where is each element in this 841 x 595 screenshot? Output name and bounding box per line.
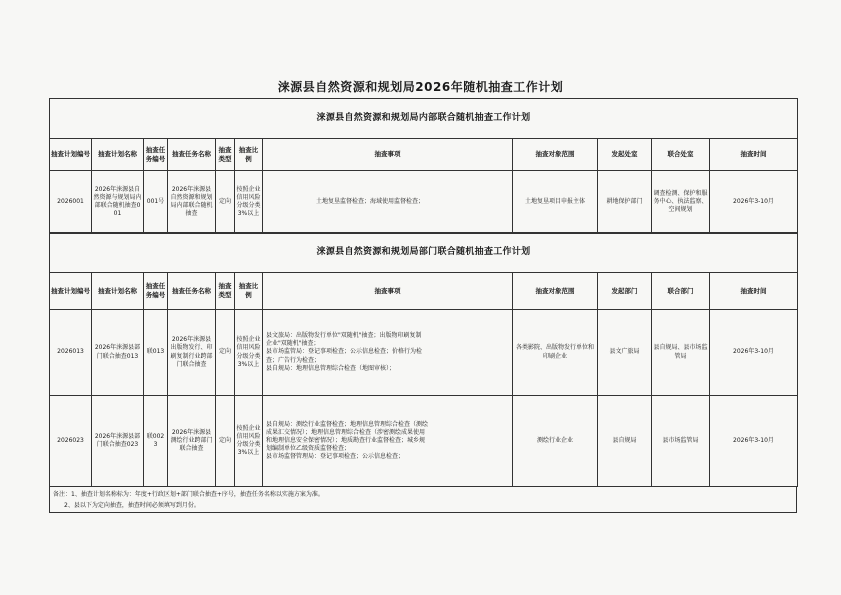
internal-plan-table (49, 98, 798, 234)
matter-line: 查；广告行为检查； (266, 356, 321, 364)
joint-office: 调查检测、保护和服务中心、执法监察、空间规划 (652, 171, 710, 234)
task-name: 2026年涞源县测绘行业跨部门联合抽查 (168, 396, 216, 487)
plan-name: 2026年涞源县部门联合抽查023 (92, 396, 144, 487)
internal-header-row (50, 139, 798, 171)
matter-line: 企业"双随机"抽查； (266, 340, 320, 348)
target-scope: 各类影院、出版物发行单位和印刷企业 (513, 310, 598, 396)
inspection-type: 定向 (216, 396, 235, 487)
matter-line: 成果汇交情况）；地理信息管理综合检查（涉密测绘成果使用 (266, 428, 426, 436)
joint-department: 县市场监管局 (652, 396, 710, 487)
header-cell: 抽查计划名称 (92, 273, 144, 310)
note-line: 2、县以下为定向抽查，抽查时间必须填写到月份。 (64, 502, 200, 509)
header-cell: 抽查计划名称 (92, 139, 144, 171)
header-cell: 发起部门 (598, 273, 652, 310)
header-cell: 抽查任务编号 (144, 139, 168, 171)
inspection-matters (263, 396, 513, 487)
initiating-department: 县自规局 (598, 396, 652, 487)
header-cell: 抽查类型 (216, 139, 235, 171)
header-cell: 抽查时间 (710, 139, 798, 171)
header-cell: 抽查事项 (263, 139, 513, 171)
header-cell: 抽查比例 (235, 273, 263, 310)
inspection-time: 2026年3-10月 (710, 310, 798, 396)
matter-line: 划编制单位乙级资质监督检查； (266, 445, 351, 453)
matter-line: 县市场监管局：登记事项检查；公示信息检查；价格行为检 (266, 348, 423, 356)
target-scope: 测绘行业企业 (513, 396, 598, 487)
plan-number: 2026023 (50, 396, 92, 487)
header-cell: 抽查事项 (263, 273, 513, 310)
plan-number: 2026013 (50, 310, 92, 396)
header-cell: 抽查任务名称 (168, 273, 216, 310)
table-row (50, 310, 798, 396)
plan-name: 2026年涞源县部门联合抽查013 (92, 310, 144, 396)
matter-line: 县市场监督管理局：登记事项检查；公示信息检查； (266, 453, 405, 461)
internal-subtitle: 涞源县自然资源和规划局内部联合随机抽查工作计划 (50, 99, 798, 139)
plan-number: 2026001 (50, 171, 92, 234)
header-cell: 抽查任务编号 (144, 273, 168, 310)
target-scope: 土地复垦项目申报主体 (513, 171, 598, 234)
note-line: 备注：1、抽查计划名称标为：年度+行政区划+部门联合抽查+序号，抽查任务名称以实施方案为准。 (53, 491, 324, 498)
matter-line: 土地复垦监督检查；海域使用监督检查； (316, 197, 425, 205)
inspection-matters (263, 310, 513, 396)
initiating-department: 县文广旅局 (598, 310, 652, 396)
table-row (50, 396, 798, 487)
departmental-subtitle: 涞源县自然资源和规划局部门联合随机抽查工作计划 (50, 233, 798, 273)
task-number: 联0023 (144, 396, 168, 487)
inspection-ratio: 按照企业信用风险分级分类3%以上 (235, 310, 263, 396)
task-name: 2026年涞源县自然资源和规划局内部联合随机抽查 (168, 171, 216, 234)
table-row (50, 171, 798, 234)
task-number: 001号 (144, 171, 168, 234)
matter-line: 县自规局：地理信息管理综合检查（地图审核）； (266, 364, 396, 372)
inspection-matters (263, 171, 513, 234)
inspection-ratio: 按照企业信用风险分级分类3%以上 (235, 171, 263, 234)
matter-line: 县文旅局：出版物发行单位"双随机"抽查；出版物印刷复制 (266, 332, 422, 340)
header-cell: 抽查类型 (216, 273, 235, 310)
task-name: 2026年涞源县出版物发行、印刷复制行业跨部门联合抽查 (168, 310, 216, 396)
joint-department: 县自规局、县市场监管局 (652, 310, 710, 396)
header-cell: 联合处室 (652, 139, 710, 171)
inspection-type: 定向 (216, 310, 235, 396)
plan-name: 2026年涞源县自然资源与规划局内部联合随机抽查001 (92, 171, 144, 234)
initiating-office: 耕地保护部门 (598, 171, 652, 234)
departmental-plan-table (49, 232, 798, 487)
header-cell: 抽查计划编号 (50, 139, 92, 171)
header-cell: 抽查任务名称 (168, 139, 216, 171)
inspection-time: 2026年3-10月 (710, 396, 798, 487)
task-number: 联013 (144, 310, 168, 396)
inspection-time: 2026年3-10月 (710, 171, 798, 234)
departmental-header-row (50, 273, 798, 310)
header-cell: 联合部门 (652, 273, 710, 310)
matter-line: 县自规局：测绘行业监督检查；地理信息管理综合检查（测绘 (266, 420, 429, 428)
page-title: 涞源县自然资源和规划局2026年随机抽查工作计划 (277, 80, 564, 94)
matter-line: 和地理信息安全保密情况）；地质勘查行业监督检查；城乡规 (266, 436, 426, 444)
header-cell: 抽查计划编号 (50, 273, 92, 310)
inspection-type: 定向 (216, 171, 235, 234)
header-cell: 抽查对象范围 (513, 139, 598, 171)
inspection-ratio: 按照企业信用风险分级分类3%以上 (235, 396, 263, 487)
header-cell: 抽查时间 (710, 273, 798, 310)
header-cell: 发起处室 (598, 139, 652, 171)
header-cell: 抽查对象范围 (513, 273, 598, 310)
header-cell: 抽查比例 (235, 139, 263, 171)
